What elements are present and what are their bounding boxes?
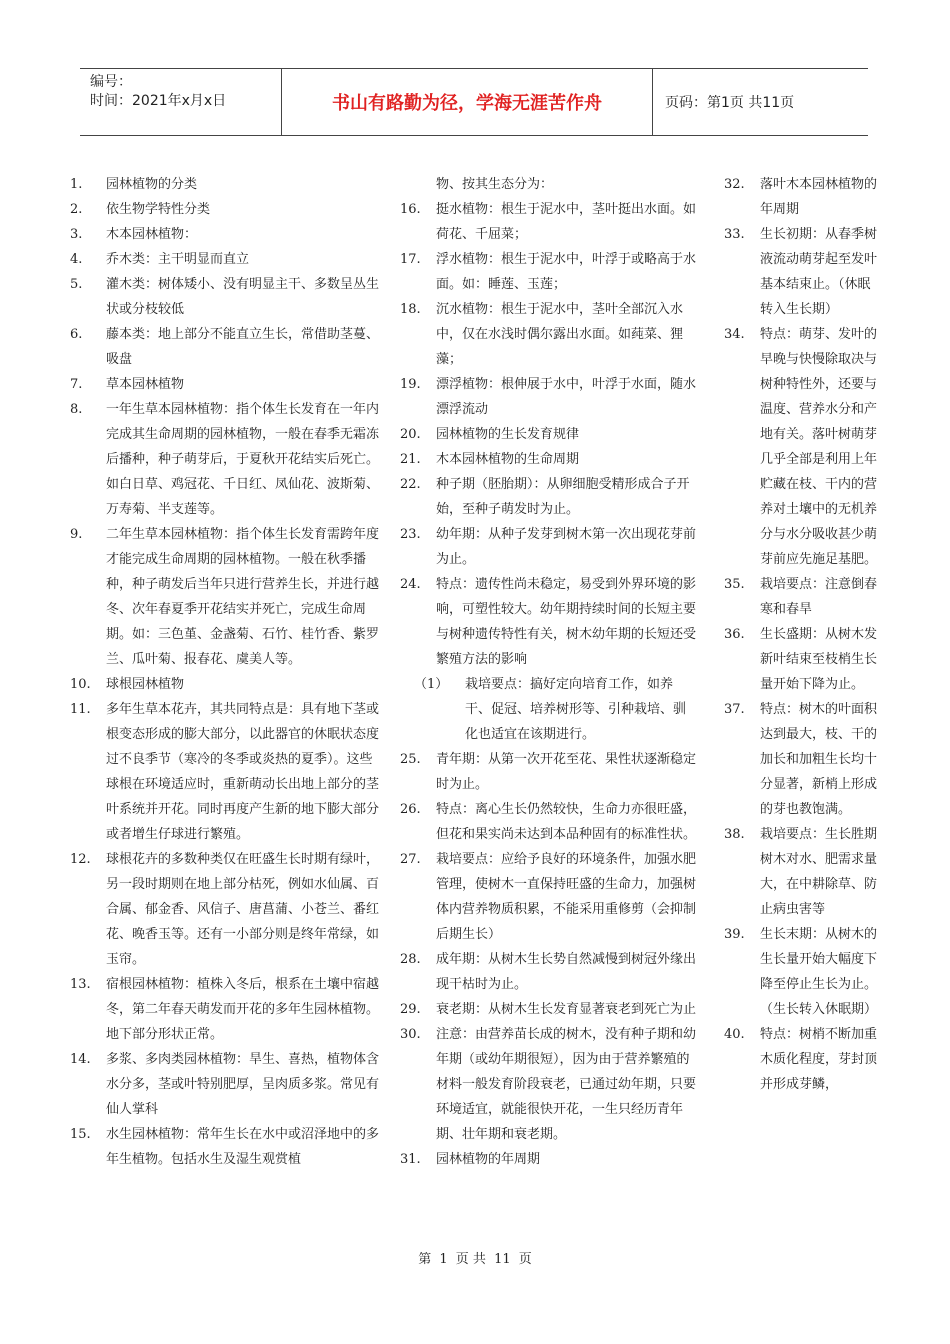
list-item-text: 特点：树木的叶面积达到最大，枝、干的加长和加粗生长均十分显著，新梢上形成的芽也教饱满。	[760, 702, 878, 817]
footer-suffix: 页	[518, 1252, 532, 1267]
list-item-number: 26.	[400, 802, 421, 817]
list-item	[70, 172, 384, 197]
list-item	[70, 697, 384, 847]
list-item-number: 8.	[70, 402, 83, 417]
list-item	[400, 1147, 698, 1172]
list-item-number: 21.	[400, 452, 421, 467]
list-item-text: 乔木类：主干明显而直立	[106, 252, 250, 267]
list-item-text: 特点：萌芽、发叶的早晚与快慢除取决与树种特性外，还要与温度、营养水分和产地有关。落叶树萌芽几乎全部是利用上年贮藏在枝、干内的营养对土壤中的无机养分与水分吸收甚少萌芽前应先施足基肥。	[760, 327, 878, 567]
list-item-number: 39.	[724, 927, 745, 942]
list-item-text: 球根园林植物	[106, 677, 185, 692]
list-item-number: 36.	[724, 627, 745, 642]
list-item-number: 16.	[400, 202, 421, 217]
list-item	[400, 197, 698, 247]
page-footer	[0, 1248, 950, 1267]
list-item	[724, 222, 882, 322]
list-item	[70, 847, 384, 972]
list-item	[724, 322, 882, 572]
list-item	[400, 572, 698, 672]
list-item-number: 14.	[70, 1052, 91, 1067]
list-item	[724, 572, 882, 622]
list-item	[70, 972, 384, 1047]
list-item	[70, 272, 384, 322]
list-item	[724, 622, 882, 697]
list-item-number: 28.	[400, 952, 421, 967]
list-item-number: 17.	[400, 252, 421, 267]
list-item-text: 藤本类：地上部分不能直立生长，常借助茎蔓、吸盘	[106, 327, 380, 367]
list-item-text: 二年生草本园林植物：指个体生长发育需跨年度才能完成生命周期的园林植物。一般在秋季播种，种子萌发后当年只进行营养生长，并进行越冬、次年春夏季开花结实并死亡，完成生命周期。如：三色堇、金盏菊、石竹、桂竹香、紫罗兰、瓜叶菊、报春花、虞美人等。	[106, 527, 380, 667]
list-item	[70, 522, 384, 672]
list-item	[400, 747, 698, 797]
list-item-number: 30.	[400, 1027, 421, 1042]
list-item-text: 灌木类：树体矮小、没有明显主干、多数呈丛生状或分枝较低	[106, 277, 380, 317]
list-item-text: 多浆、多肉类园林植物：旱生、喜热，植物体含水分多，茎或叶特别肥厚，呈肉质多浆。常见有仙人掌科	[106, 1052, 380, 1117]
list-item	[400, 947, 698, 997]
list-item-text: 栽培要点：注意倒春寒和春旱	[760, 577, 878, 617]
list-item-number: 25.	[400, 752, 421, 767]
list-item-number: 18.	[400, 302, 421, 317]
list-item	[400, 372, 698, 422]
list-item-text: 挺水植物：根生于泥水中，茎叶挺出水面。如荷花、千屈菜；	[436, 202, 697, 242]
list-item-number: 20.	[400, 427, 421, 442]
list-item-number: 2.	[70, 202, 83, 217]
list-item-number: 9.	[70, 527, 83, 542]
list-item-number: 12.	[70, 852, 91, 867]
list-item	[400, 672, 698, 747]
list-item-text: 生长初期：从春季树液流动萌芽起至发叶基本结束止。（休眠转入生长期）	[760, 227, 878, 317]
list-item-text: 种子期（胚胎期）：从卵细胞受精形成合子开始，至种子萌发时为止。	[436, 477, 690, 517]
list-item	[70, 322, 384, 372]
list-item-number: 19.	[400, 377, 421, 392]
column-2	[400, 172, 698, 1172]
list-item-text: 生长末期：从树木的生长量开始大幅度下降至停止生长为止。（生长转入休眠期）	[760, 927, 878, 1017]
list-item	[724, 172, 882, 222]
footer-page: 1	[439, 1252, 448, 1267]
list-item	[70, 247, 384, 272]
list-item	[70, 197, 384, 222]
list-item-number: 37.	[724, 702, 745, 717]
header-motto: 书山有路勤为径，学海无涯苦作舟	[282, 69, 653, 135]
list-item	[400, 1022, 698, 1147]
footer-mid: 页 共	[455, 1252, 486, 1267]
list-item	[400, 797, 698, 847]
list-item-text: 注意：由营养苗长成的树木，没有种子期和幼年期（或幼年期很短），因为由于营养繁殖的材料一般发育阶段衰老，已通过幼年期，只要环境适宜，就能很快开花，一生只经历青年期、壮年期和衰老期。	[436, 1027, 697, 1142]
list-item	[400, 522, 698, 572]
list-item-number: 1.	[70, 177, 83, 192]
list-item-number: 6.	[70, 327, 83, 342]
list-item-number: （1）	[414, 677, 449, 692]
list-item-number: 38.	[724, 827, 745, 842]
list-item-text: 依生物学特性分类	[106, 202, 211, 217]
list-item	[70, 372, 384, 397]
list-item	[70, 672, 384, 697]
list-item-text: 栽培要点：应给予良好的环境条件，加强水肥管理，使树木一直保持旺盛的生命力，加强树体内营养物质积累，不能采用重修剪（会抑制后期生长）	[436, 852, 697, 942]
list-item-text: 特点：树梢不断加重木质化程度，芽封顶并形成芽鳞，	[760, 1027, 878, 1092]
list-item-text: 成年期：从树木生长势自然减慢到树冠外缘出现干枯时为止。	[436, 952, 697, 992]
list-item-text: 衰老期：从树木生长发育显著衰老到死亡为止	[436, 1002, 697, 1017]
list-item-number: 40.	[724, 1027, 745, 1042]
list-item-text: 漂浮植物：根伸展于水中，叶浮于水面，随水漂浮流动	[436, 377, 697, 417]
list-item-number: 24.	[400, 577, 421, 592]
list-item-number: 10.	[70, 677, 91, 692]
list-item-text: 园林植物的生长发育规律	[436, 427, 580, 442]
list-item-number: 31.	[400, 1152, 421, 1167]
column-3	[724, 172, 882, 1097]
list-item	[400, 472, 698, 522]
list-item-number: 35.	[724, 577, 745, 592]
list-item	[70, 1047, 384, 1122]
list-item-number: 27.	[400, 852, 421, 867]
list-item-text: 木本园林植物：	[106, 227, 198, 242]
column-1	[70, 172, 384, 1172]
page-header	[80, 68, 868, 136]
list-item-text: 生长盛期：从树木发新叶结束至枝梢生长量开始下降为止。	[760, 627, 878, 692]
list-item-number: 33.	[724, 227, 745, 242]
list-item-text: 栽培要点：搞好定向培育工作，如养干、促冠、培养树形等、引种栽培、驯化也适宜在该期进行。	[465, 677, 687, 742]
list-item-number: 29.	[400, 1002, 421, 1017]
list-item-text: 幼年期：从种子发芽到树木第一次出现花芽前为止。	[436, 527, 697, 567]
list-item-number: 13.	[70, 977, 91, 992]
list-item	[70, 397, 384, 522]
list-item	[400, 997, 698, 1022]
column-2-lead: 物、按其生态分为：	[436, 177, 554, 192]
list-item-text: 落叶木本园林植物的年周期	[760, 177, 878, 217]
list-item-text: 多年生草本花卉，其共同特点是：具有地下茎或根变态形成的膨大部分，以此器官的休眠状态度过不良季节（寒冷的冬季或炎热的夏季）。这些球根在环境适应时，重新萌动长出地上部分的茎叶系统并开花。同时再度产生新的地下膨大部分或者增生仔球进行繁殖。	[106, 702, 380, 842]
list-item-text: 木本园林植物的生命周期	[436, 452, 580, 467]
list-item-text: 沉水植物：根生于泥水中，茎叶全部沉入水中，仅在水浅时偶尔露出水面。如莼菜、狸藻；	[436, 302, 684, 367]
list-item-number: 34.	[724, 327, 745, 342]
list-item-number: 22.	[400, 477, 421, 492]
footer-prefix: 第	[418, 1252, 432, 1267]
list-item-text: 浮水植物：根生于泥水中，叶浮于或略高于水面。如：睡莲、玉莲；	[436, 252, 697, 292]
list-item	[724, 1022, 882, 1097]
list-item-text: 宿根园林植物：植株入冬后，根系在土壤中宿越冬，第二年春天萌发而开花的多年生园林植物。地下部分形状正常。	[106, 977, 380, 1042]
list-item-text: 青年期：从第一次开花至花、果性状逐渐稳定时为止。	[436, 752, 697, 792]
header-page-info: 页码：第1页 共11页	[665, 95, 795, 111]
list-item	[400, 422, 698, 447]
list-item-number: 4.	[70, 252, 83, 267]
list-item-number: 7.	[70, 377, 83, 392]
serial-label: 编号：	[90, 74, 132, 90]
footer-total: 11	[494, 1252, 511, 1267]
list-item-number: 32.	[724, 177, 745, 192]
list-item	[70, 222, 384, 247]
list-item-text: 栽培要点：生长胜期树木对水、肥需求量大，在中耕除草、防止病虫害等	[760, 827, 878, 917]
time-label: 时间：2021年x月x日	[90, 93, 227, 109]
list-item-text: 特点：离心生长仍然较快，生命力亦很旺盛，但花和果实尚未达到本品种固有的标准性状。	[436, 802, 697, 842]
list-item-text: 特点：遗传性尚未稳定，易受到外界环境的影响，可塑性较大。幼年期持续时间的长短主要与树种遗传特性有关，树木幼年期的长短还受繁殖方法的影响	[436, 577, 697, 667]
list-item-text: 园林植物的年周期	[436, 1152, 541, 1167]
list-item	[724, 697, 882, 822]
list-item-number: 5.	[70, 277, 83, 292]
list-item	[724, 822, 882, 922]
list-item-number: 11.	[70, 702, 91, 717]
list-item-text: 园林植物的分类	[106, 177, 198, 192]
header-meta	[80, 69, 282, 135]
list-item-number: 15.	[70, 1127, 91, 1142]
list-item-number: 3.	[70, 227, 83, 242]
list-item	[400, 447, 698, 472]
list-item	[400, 247, 698, 297]
list-item-text: 水生园林植物：常年生长在水中或沼泽地中的多年生植物。包括水生及湿生观赏植	[106, 1127, 380, 1167]
list-item	[400, 297, 698, 372]
list-item-text: 草本园林植物	[106, 377, 185, 392]
list-item	[70, 1122, 384, 1172]
list-item-number: 23.	[400, 527, 421, 542]
list-item	[400, 847, 698, 947]
list-item-text: 球根花卉的多数种类仅在旺盛生长时期有绿叶，另一段时期则在地上部分枯死，例如水仙属、百合属、郁金香、风信子、唐菖蒲、小苍兰、番红花、晚香玉等。还有一小部分则是终年常绿，如玉帘。	[106, 852, 380, 967]
list-item-text: 一年生草本园林植物：指个体生长发育在一年内完成其生命周期的园林植物，一般在春季无霜冻后播种，种子萌芽后，于夏秋开花结实后死亡。如白日草、鸡冠花、千日红、凤仙花、波斯菊、万寿菊、半支莲等。	[106, 402, 380, 517]
list-item	[724, 922, 882, 1022]
